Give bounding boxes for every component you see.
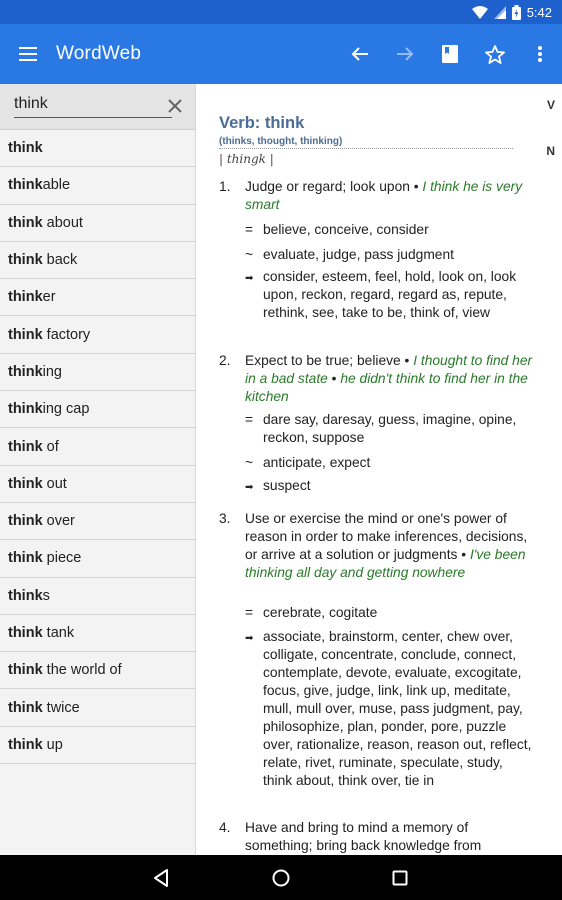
word-suffix-part: ing [42, 363, 62, 380]
part-of-speech-heading: Verb: think [219, 114, 305, 132]
word-list-item[interactable] [0, 652, 195, 689]
home-circle-icon[interactable] [251, 855, 311, 900]
relation-symbol: = [245, 222, 254, 237]
relation-words-text[interactable]: believe, conceive, consider [263, 222, 429, 237]
related-words [245, 246, 535, 264]
sense-gloss: Have and bring to mind a memory of something; bring back knowledge from [245, 820, 482, 853]
relation-symbol: ~ [245, 455, 254, 470]
example-bullet: • [400, 353, 414, 368]
more-icon[interactable] [517, 24, 562, 84]
word-suffix-part: piece [42, 550, 82, 567]
sense-2 [219, 352, 537, 406]
sense-gloss-block [245, 352, 537, 406]
relation-words-text[interactable]: cerebrate, cogitate [263, 605, 378, 620]
word-list-item[interactable] [0, 540, 195, 577]
sense-gloss: Use or exercise the mind or one's power of reason in order to make inferences, decisions, or arrive at a solution or judgments [245, 511, 528, 562]
word-match-part: think [8, 699, 43, 716]
search-input[interactable] [14, 94, 172, 118]
sense-number: 2. [219, 353, 231, 368]
word-list-item[interactable] [0, 727, 195, 764]
word-suffix-part: ing cap [42, 401, 90, 418]
related-words [245, 411, 535, 447]
word-match-part: think [8, 363, 43, 380]
forward-arrow-icon[interactable] [382, 24, 427, 84]
word-suffix-part: of [42, 438, 59, 455]
relation-words-text[interactable]: suspect [263, 478, 311, 493]
word-list-item[interactable] [0, 615, 195, 652]
sense-gloss-block [245, 178, 537, 214]
word-list-item[interactable] [0, 242, 195, 279]
relation-words-text[interactable]: evaluate, judge, pass judgment [263, 247, 454, 262]
related-words [245, 268, 535, 322]
word-suffix-part: the world of [42, 662, 122, 679]
battery-icon [512, 5, 521, 20]
status-bar [0, 0, 562, 24]
sense-number: 4. [219, 820, 231, 835]
word-list [0, 130, 195, 764]
relation-words-text[interactable]: associate, brainstorm, center, chew over, colligate, concentrate, conclude, connect, contemplate, devote, evaluate, excogitate, focus, give, judge, link, link up, meditate, mull, mull over, muse, pass judgment, pay, philosophize, plan, ponder, pore, puzzle over, rationalize, reason, reason out, reflect, relate, rivet, ruminate, speculate, study, think about, think over, tie in [263, 629, 532, 788]
word-list-item[interactable] [0, 466, 195, 503]
sense-gloss: Expect to be true; believe [245, 353, 401, 368]
word-suffix-part: s [42, 587, 50, 604]
word-list-item[interactable] [0, 391, 195, 428]
sense-number: 3. [219, 511, 231, 526]
word-list-item[interactable] [0, 503, 195, 540]
word-match-part: think [8, 587, 43, 604]
word-list-item[interactable] [0, 689, 195, 726]
relation-symbol: ~ [245, 247, 254, 262]
related-words [245, 628, 535, 790]
word-suffix-part: out [42, 475, 67, 492]
relation-words-text[interactable]: dare say, daresay, guess, imagine, opine, reckon, suppose [263, 412, 517, 445]
word-match-part: think [8, 475, 43, 492]
word-suffix-part: able [42, 177, 71, 194]
word-suffix-part: over [42, 513, 75, 530]
word-list-item[interactable] [0, 354, 195, 391]
word-suffix-part: about [42, 214, 83, 231]
search-box [0, 84, 195, 130]
back-arrow-icon[interactable] [337, 24, 382, 84]
word-list-panel [0, 84, 196, 855]
related-words [245, 477, 535, 495]
word-list-item[interactable] [0, 279, 195, 316]
word-match-part: think [8, 401, 43, 418]
word-match-part: think [8, 289, 43, 306]
recents-square-icon[interactable] [370, 855, 430, 900]
app-title: WordWeb [56, 43, 142, 64]
status-time: 5:42 [526, 4, 552, 20]
example-bullet: • [327, 371, 341, 386]
sense-1 [219, 178, 537, 214]
relation-words-text[interactable]: consider, esteem, feel, hold, look on, look upon, reckon, regard, regard as, repute, rethink, see, take to be, think of, view [263, 269, 517, 320]
word-suffix-part: up [42, 736, 63, 753]
sense-gloss-block [245, 819, 537, 855]
word-list-item[interactable] [0, 428, 195, 465]
example-bullet: • [457, 547, 470, 562]
word-list-item[interactable] [0, 205, 195, 242]
relation-symbol: ➡ [245, 633, 254, 644]
relation-symbol: ➡ [245, 273, 254, 284]
word-match-part: think [8, 625, 43, 641]
word-suffix-part: er [42, 289, 56, 306]
signal-icon [494, 6, 506, 19]
noun-index-letter[interactable]: N [546, 144, 555, 158]
sense-example: I thought to find her in a bad state [245, 353, 533, 386]
sense-example: I think he is very smart [245, 179, 523, 212]
word-suffix-part: tank [42, 625, 75, 641]
word-list-item[interactable] [0, 316, 195, 353]
word-match-part: think [8, 326, 43, 343]
bookmark-icon[interactable] [427, 24, 472, 84]
relation-symbol: = [245, 412, 254, 427]
word-match-part: think [8, 662, 43, 679]
sense-3 [219, 510, 537, 582]
verb-index-letter[interactable]: V [546, 98, 555, 112]
example-bullet: • [409, 179, 423, 194]
word-match-part: think [8, 214, 43, 231]
sense-example: he didn't think to find her in the kitchen [245, 371, 528, 404]
word-match-part: think [8, 177, 43, 194]
word-list-item[interactable] [0, 130, 195, 167]
sense-number: 1. [219, 179, 231, 194]
definition-panel [197, 84, 562, 855]
related-words [245, 604, 535, 622]
word-match-part: think [8, 513, 43, 530]
word-match-part: think [8, 140, 43, 157]
word-suffix-part: back [42, 252, 78, 269]
word-match-part: think [8, 438, 43, 455]
menu-icon[interactable] [0, 24, 56, 84]
word-suffix-part: factory [42, 326, 91, 343]
sense-4 [219, 819, 537, 855]
relation-symbol: ➡ [245, 482, 254, 493]
word-match-part: think [8, 550, 43, 567]
sense-example: I've been thinking all day and getting nowhere [245, 547, 526, 580]
navigation-bar [0, 855, 562, 900]
word-list-item[interactable] [0, 167, 195, 204]
wifi-icon [472, 6, 488, 19]
relation-words-text[interactable]: anticipate, expect [263, 455, 371, 470]
word-forms: (thinks, thought, thinking) [219, 136, 513, 149]
sense-gloss: Judge or regard; look upon [245, 179, 410, 194]
related-words [245, 454, 535, 472]
pronunciation: | thingk | [219, 152, 274, 166]
word-list-item[interactable] [0, 578, 195, 615]
word-match-part: think [8, 252, 43, 269]
word-suffix-part: twice [42, 699, 80, 716]
relation-symbol: = [245, 605, 254, 620]
back-triangle-icon[interactable] [131, 855, 191, 900]
star-icon[interactable] [472, 24, 517, 84]
related-words [245, 221, 535, 239]
app-bar [0, 24, 562, 84]
sense-gloss-block [245, 510, 537, 582]
clear-icon[interactable] [165, 96, 185, 116]
word-match-part: think [8, 736, 43, 753]
